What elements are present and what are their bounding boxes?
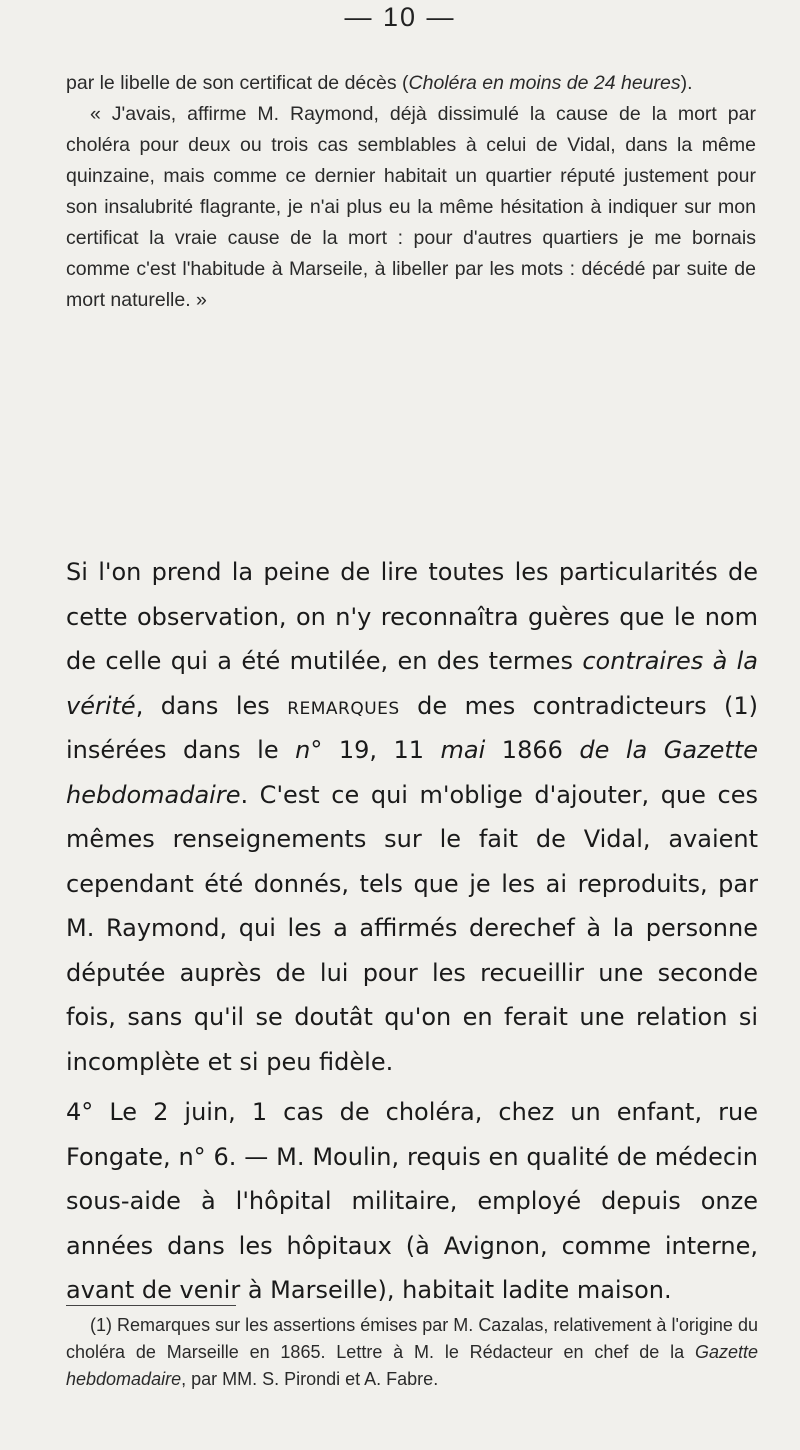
italic-run: n° xyxy=(295,736,323,764)
italic-run: mai xyxy=(440,736,486,764)
footnote xyxy=(66,1312,758,1393)
footnote-rule xyxy=(66,1305,236,1306)
italic-run: Choléra en moins de 24 heures xyxy=(408,72,681,94)
text-run: 19, 11 xyxy=(322,736,441,764)
main-text-block xyxy=(66,550,758,1313)
italic-run: contraires à la vérité xyxy=(66,647,759,720)
page-number: — 10 — xyxy=(344,2,456,32)
paragraph-observation xyxy=(66,550,758,1084)
smallcaps-run: remarques xyxy=(287,691,400,720)
top-text-block xyxy=(66,68,756,316)
continued-paragraph xyxy=(66,68,756,99)
text-run: , par MM. S. Pirondi et A. Fabre. xyxy=(181,1369,439,1389)
italic-run: de la Gazette hebdomadaire xyxy=(66,736,758,809)
text-run: de mes contradicteurs (1) insérées dans le xyxy=(66,691,758,764)
text-run: . C'est ce qui m'oblige d'ajouter, que ces mêmes renseignements sur le fait de Vidal, avaient cependant été donnés, tels que je les ai reproduits, par M. Raymond, qui les a affirmés derechef à la personne députée auprès de lui pour les recueillir une seconde fois, sans qu'il se doutât qu'on en ferait une relation si incomplète et si peu fidèle. xyxy=(66,780,758,1076)
text-run: Si l'on prend la peine de lire toutes les particularités de cette observation, on n'y reconnaîtra guères que le nom de celle qui a été mutilée, en des termes xyxy=(66,558,758,675)
text-run: (1) Remarques sur les assertions émises par M. Cazalas, relativement à l'origine du choléra de Marseille en 1865. Lettre à M. le Rédacteur en chef de la xyxy=(66,1315,758,1362)
text-run: ). xyxy=(680,72,693,94)
footnote-paragraph xyxy=(66,1312,758,1393)
paragraph-case-4: 4° Le 2 juin, 1 cas de choléra, chez un enfant, rue Fongate, n° 6. — M. Moulin, requis en qualité de médecin sous-aide à l'hôpital militaire, employé depuis onze années dans les hôpitaux (à Avignon, comme interne, avant de venir à Marseille), habitait ladite maison. xyxy=(66,1098,758,1304)
text-run: , dans les xyxy=(135,691,288,720)
text-run: 1866 xyxy=(485,736,580,764)
quote-paragraph: « J'avais, affirme M. Raymond, déjà dissimulé la cause de la mort par choléra pour deux ou trois cas semblables à celui de Vidal, dans la même quinzaine, mais comme ce dernier habitait un quartier réputé justement pour son insalubrité flagrante, je n'ai plus eu la même hésitation à indiquer sur mon certificat la vraie cause de la mort : pour d'autres quartiers je me bornais comme c'est l'habitude à Marseile, à libeller par les mots : décédé par suite de mort naturelle. » xyxy=(66,103,756,311)
text-run: par le libelle de son certificat de décès ( xyxy=(66,72,409,94)
italic-run: Gazette hebdomadaire xyxy=(66,1342,758,1389)
